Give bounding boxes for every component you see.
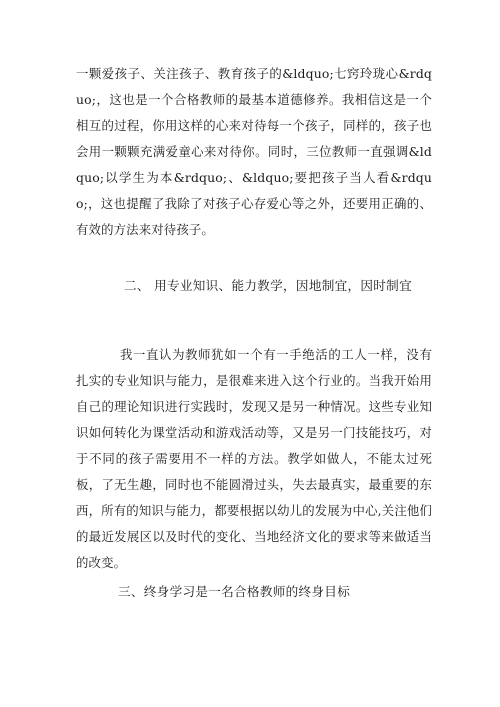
paragraph-1: 一颗爱孩子、关注孩子、教育孩子的&ldquo;七窍玲珑心&rdquo;，这也是一个合格教师的最基本道德修养。我相信这是一个相互的过程，你用这样的心来对待每一个孩子，同样的，孩子也会用一颗颗充满爱童心来对待你。同时，三位教师一直强调&ldquo;以学生为本&rdquo;、&ldquo;要把孩子当人看&rdquo;，这也提醒了我除了对孩子心存爱心等之外，还要用正确的、有效的方法来对待孩子。: [76, 66, 432, 237]
paragraph-2: 我一直认为教师犹如一个有一手绝活的工人一样，没有扎实的专业知识与能力，是很难来进入这个行业的。当我开始用自己的理论知识进行实践时，发现又是另一种情况。这些专业知识如何转化为课堂活动和游戏活动等，又是另一门技能技巧，对于不同的孩子需要用不一样的方法。教学如做人，不能太过死板，了无生趣，同时也不能圆滑过头，失去最真实，最重要的东西，所有的知识与能力，都要根据以幼儿的发展为中心,关注他们的最近发展区以及时代的变化、当地经济文化的要求等来做适当的改变。: [76, 347, 432, 570]
section-heading-3: 三、终身学习是一名合格教师的终身目标: [118, 584, 351, 599]
section-heading-2: 二、 用专业知识、能力教学，因地制宜，因时制宜: [124, 278, 412, 293]
